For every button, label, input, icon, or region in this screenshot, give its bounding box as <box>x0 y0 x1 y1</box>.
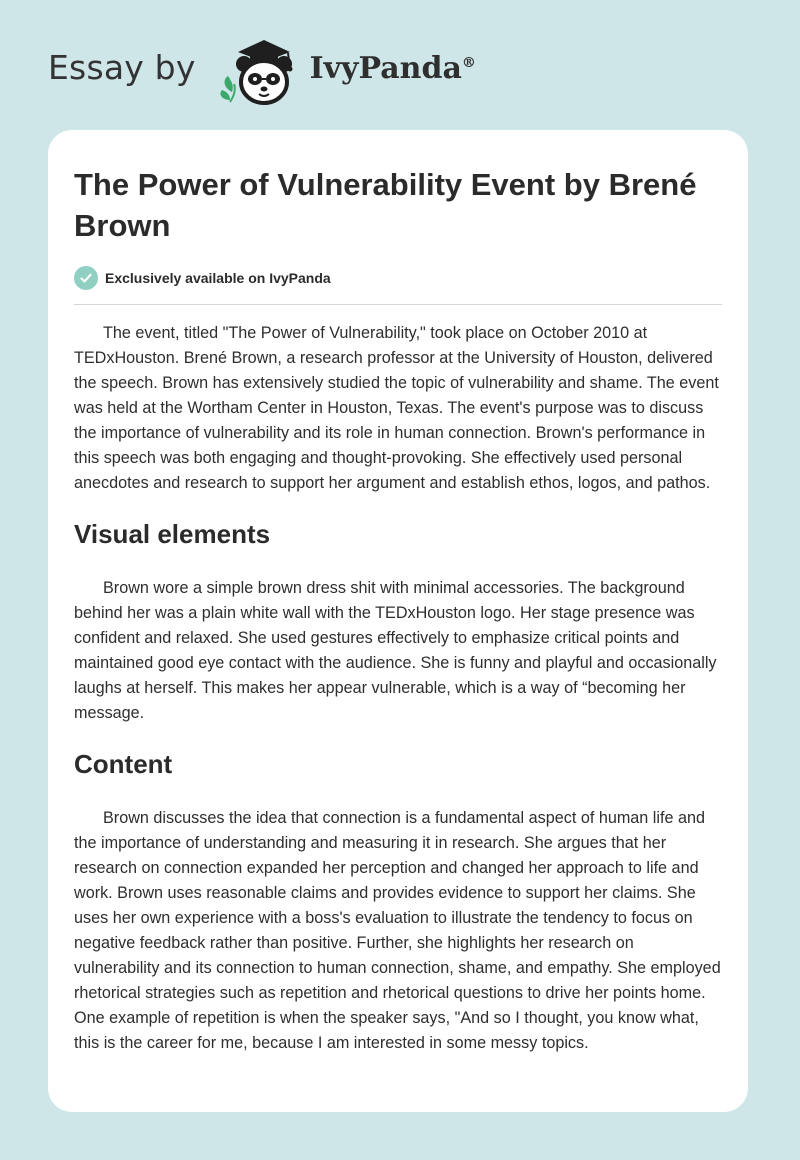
exclusive-badge-text: Exclusively available on IvyPanda <box>105 270 331 286</box>
essay-card <box>48 130 748 1112</box>
section-heading-content: Content <box>74 749 173 779</box>
intro-paragraph: The event, titled "The Power of Vulnerability," took place on October 2010 at TEDxHouston. Brené Brown, a research professor at the University of Houston, delivered the speech. Brown has extensively studied the topic of vulnerability and shame. The event was held at the Wortham Center in Houston, Texas. The event's purpose was to discuss the importance of vulnerability and its role in human connection. Brown's performance in this speech was both engaging and thought-provoking. She effectively used personal anecdotes and research to support her argument and establish ethos, logos, and pathos. <box>74 324 719 492</box>
brand-name-text: IvyPanda <box>309 50 462 86</box>
panda-graduate-icon <box>210 30 306 110</box>
checkmark-icon <box>74 266 98 290</box>
exclusive-badge <box>74 266 722 305</box>
visual-elements-paragraph: Brown wore a simple brown dress shit with minimal accessories. The background behind her was a plain white wall with the TEDxHouston logo. Her stage presence was confident and relaxed. She used gestures effectively to emphasize critical points and maintained good eye contact with the audience. She is funny and playful and occasionally laughs at herself. This makes her appear vulnerable, which is a way of “becoming her message. <box>74 579 717 722</box>
content-paragraph: Brown discusses the idea that connection is a fundamental aspect of human life and the importance of understanding and measuring it in research. She argues that her research on connection expanded her perception and changed her approach to life and work. Brown uses reasonable claims and provides evidence to support her claims. She uses her own experience with a boss's evaluation to illustrate the tendency to focus on negative feedback rather than positive. Further, she highlights her research on vulnerability and its connection to human connection, shame, and empathy. She employed rhetorical strategies such as repetition and rhetorical questions to drive her points home. One example of repetition is when the speaker says, "And so I thought, you know what, this is the career for me, because I am interested in some messy topics. <box>74 809 721 1052</box>
section-heading-visual-elements: Visual elements <box>74 519 271 549</box>
brand-name <box>310 51 476 86</box>
registered-mark: ® <box>461 54 476 71</box>
essay-title: The Power of Vulnerability Event by Brené Brown <box>74 167 697 243</box>
brand-prefix: Essay by <box>48 47 196 87</box>
brand-header[interactable] <box>48 30 476 110</box>
